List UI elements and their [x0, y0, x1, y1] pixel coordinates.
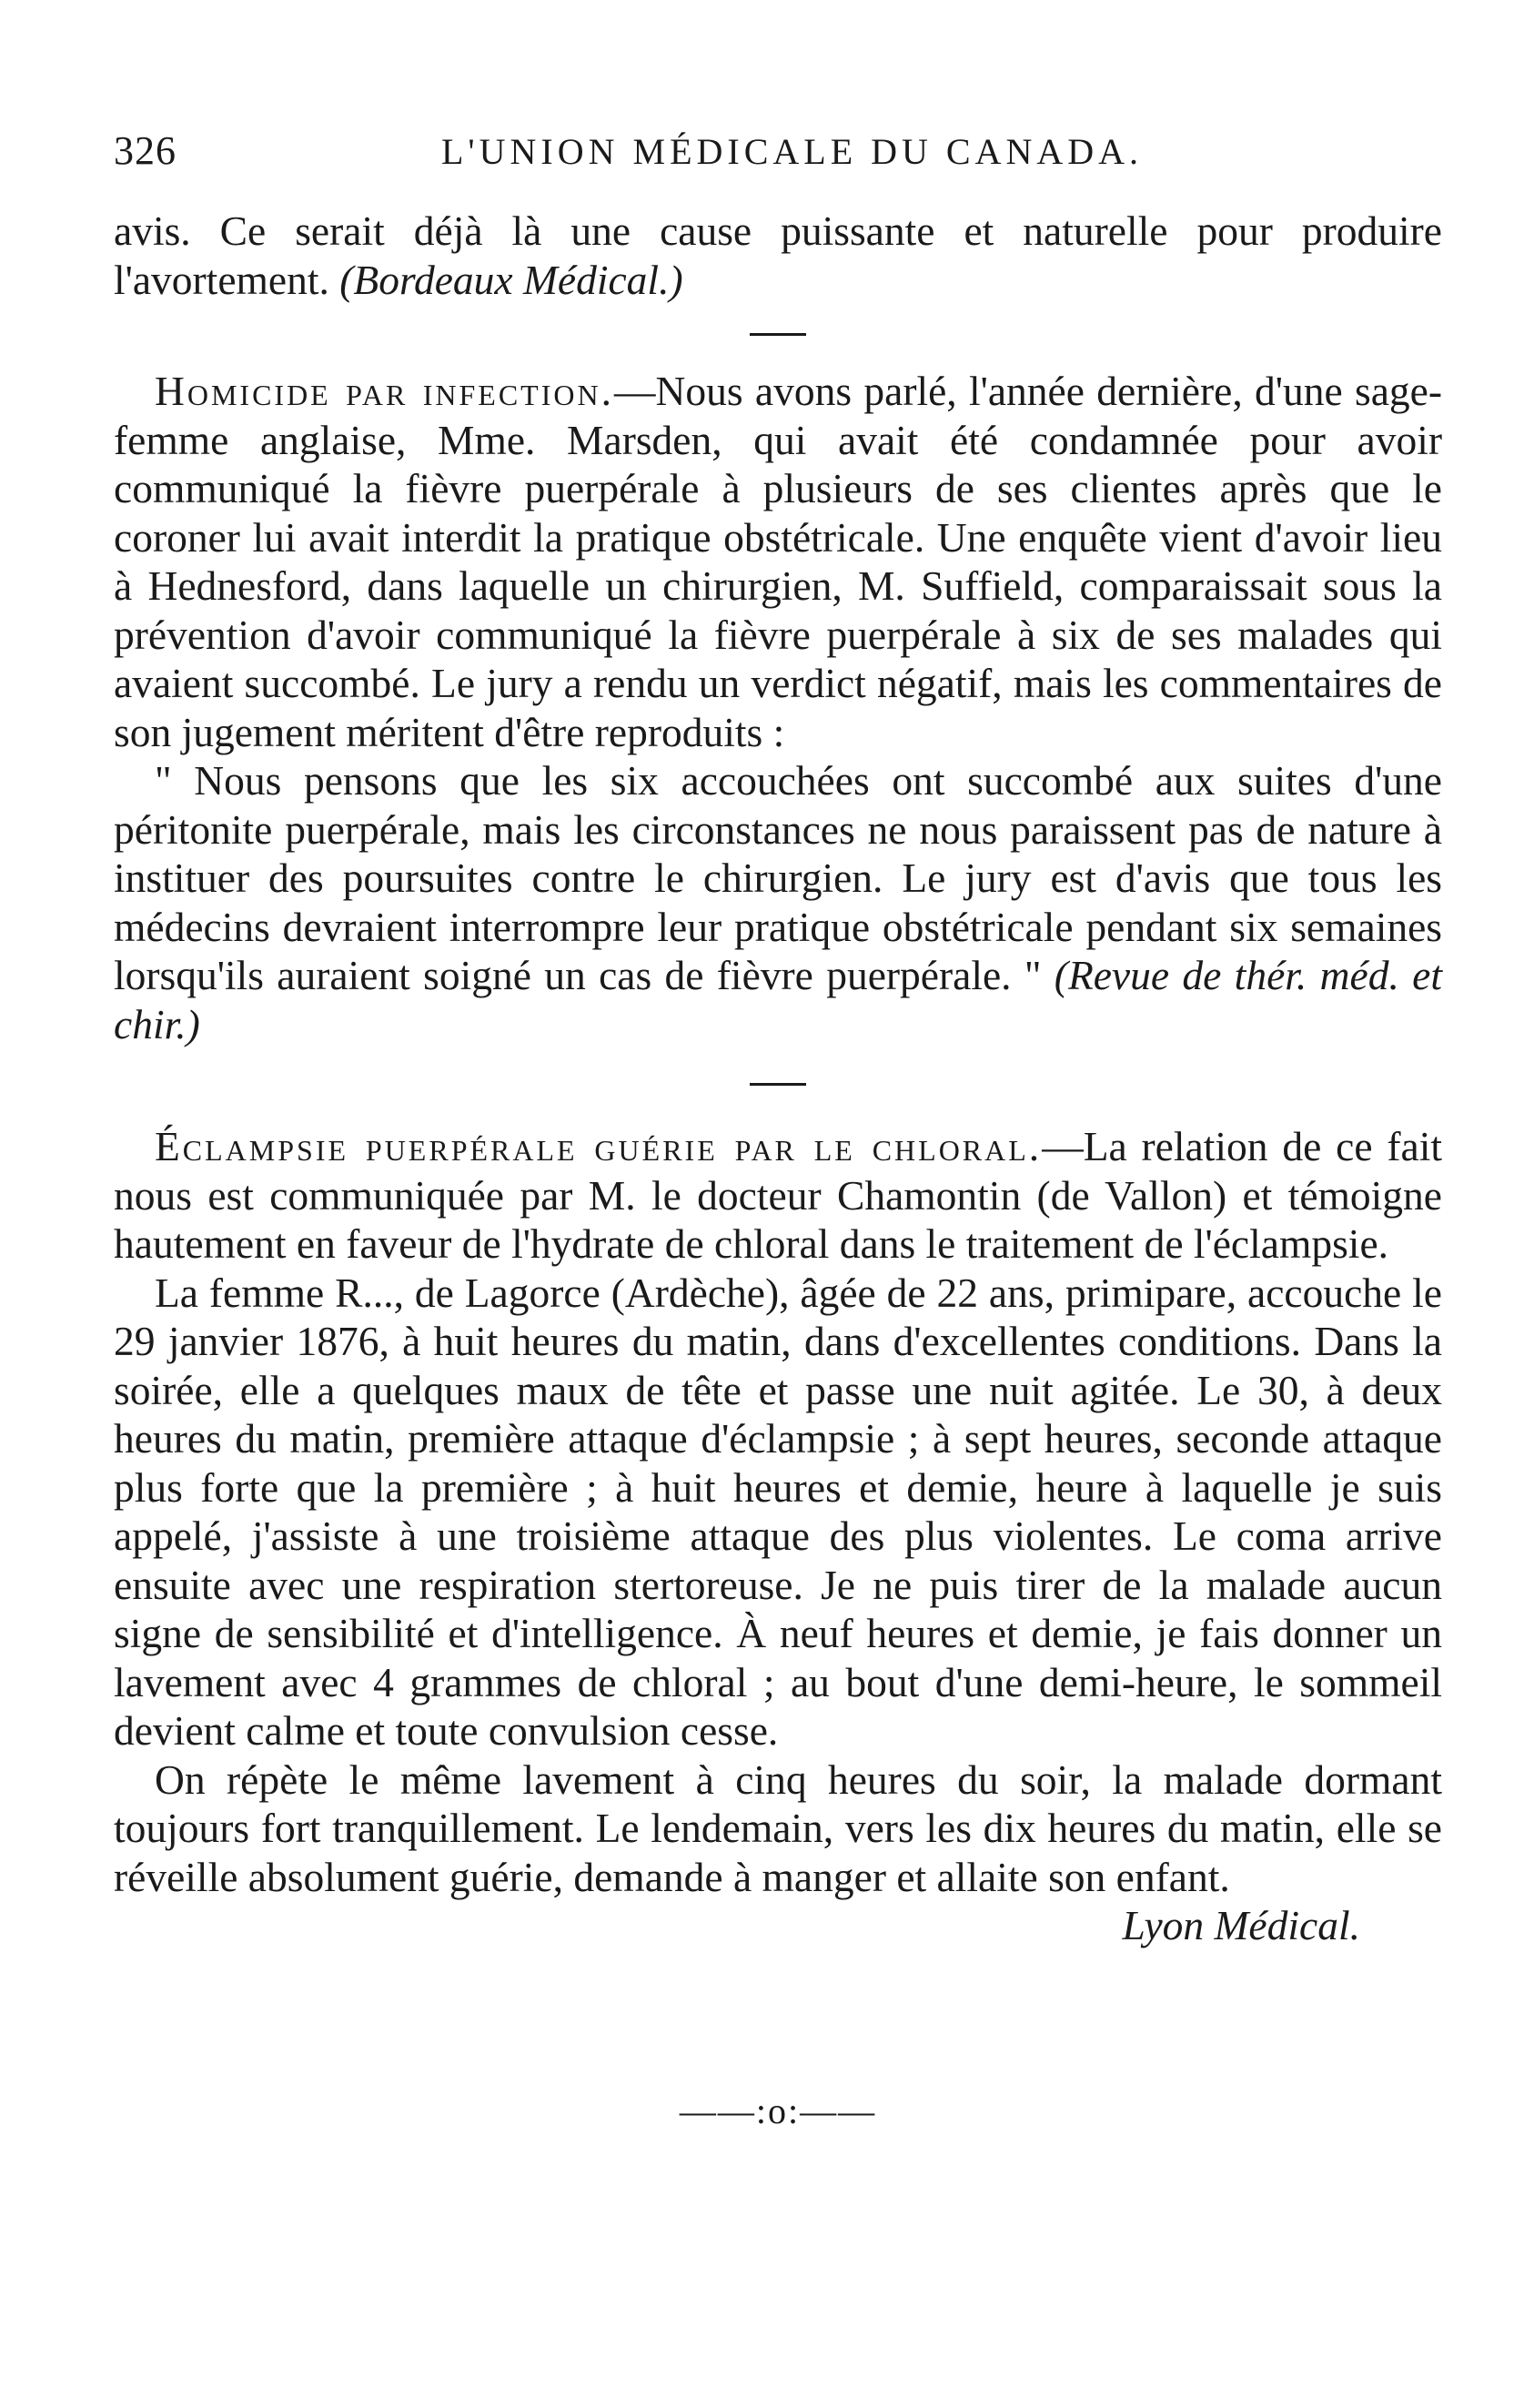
intro-paragraph — [114, 207, 1442, 304]
section2-paragraph-2-text: On répète le même lavement à cinq heures du soir, la malade dormant toujours fort tranquillement. Le lendemain, vers les dix heures du matin, elle se réveille absolument guérie, demande à manger et allaite son enfant. — [114, 1755, 1442, 1900]
section2-paragraph-1: La femme R..., de Lagorce (Ardèche), âgée de 22 ans, primipare, accouche le 29 janvier 1876, à huit heures du matin, dans d'excellentes conditions. Dans la soirée, elle a quelques maux de tête et passe une nuit agitée. Le 30, à deux heures du matin, première attaque d'éclampsie ; à sept heures, seconde attaque plus forte que la première ; à huit heures et demie, heure à laquelle je suis appelé, j'assiste à une troisième attaque des plus violentes. Le coma arrive ensuite avec une respiration stertoreuse. Je ne puis tirer de la malade aucun signe de sensibilité et d'intelligence. À neuf heures et demie, je fais donner un lavement avec 4 grammes de chloral ; au bout d'une demi-heure, le sommeil devient calme et toute convulsion cesse. — [114, 1269, 1442, 1754]
end-ornament: ——:o:—— — [679, 2089, 877, 2131]
section-divider — [750, 1083, 806, 1086]
page-number: 326 — [114, 128, 177, 173]
article-body — [114, 207, 1442, 2135]
section1-body: —Nous avons parlé, l'année dernière, d'une sage-femme anglaise, Mme. Marsden, qui avait été condamnée pour avoir communiqué la fièvre puerpérale à plusieurs de ses clientes après que le coroner lui avait interdit la pratique obstétricale. Une enquête vient d'avoir lieu à Hednesford, dans laquelle un chirurgien, M. Suffield, comparaissait sous la prévention d'avoir communiqué la fièvre puerpérale à six de ses malades qui avaient succombé. Le jury a rendu un verdict négatif, mais les commentaires de son jugement méritent d'être reproduits : — [114, 368, 1443, 755]
intro-text: avis. Ce serait déjà là une cause puissante et naturelle pour produire l'avortement. — [114, 207, 1442, 303]
section2-heading: Éclampsie puerpérale guérie par le chloral. — [155, 1123, 1043, 1169]
section1-heading: Homicide par infection. — [155, 368, 614, 414]
page-header — [114, 127, 1442, 174]
section2-intro-paragraph — [114, 1122, 1442, 1269]
section2-source: Lyon Médical. — [1122, 1902, 1360, 1948]
section1-quote — [114, 756, 1442, 1048]
section2-paragraph-2 — [114, 1755, 1442, 1948]
section1-paragraph — [114, 367, 1442, 756]
running-title: L'UNION MÉDICALE DU CANADA. — [441, 131, 1144, 172]
section2-intro: —La relation de ce fait nous est communiquée par M. le docteur Chamontin (de Vallon) et témoigne hautement en faveur de l'hydrate de chloral dans le traitement de l'éclampsie. — [114, 1123, 1443, 1267]
document-page — [114, 127, 1442, 2135]
section1-quote-text: " Nous pensons que les six accouchées ont succombé aux suites d'une péritonite puerpérale, mais les circonstances ne nous paraissent pas de nature à instituer des poursuites contre le chirurgien. Le jury est d'avis que tous les médecins devraient interrompre leur pratique obstétricale pendant six semaines lorsqu'ils auraient soigné un cas de fièvre puerpérale. " — [114, 757, 1442, 998]
section1-source: (Revue de thér. méd. et chir.) — [114, 952, 1442, 1047]
section-divider — [750, 333, 806, 336]
intro-source: (Bordeaux Médical.) — [339, 256, 683, 303]
